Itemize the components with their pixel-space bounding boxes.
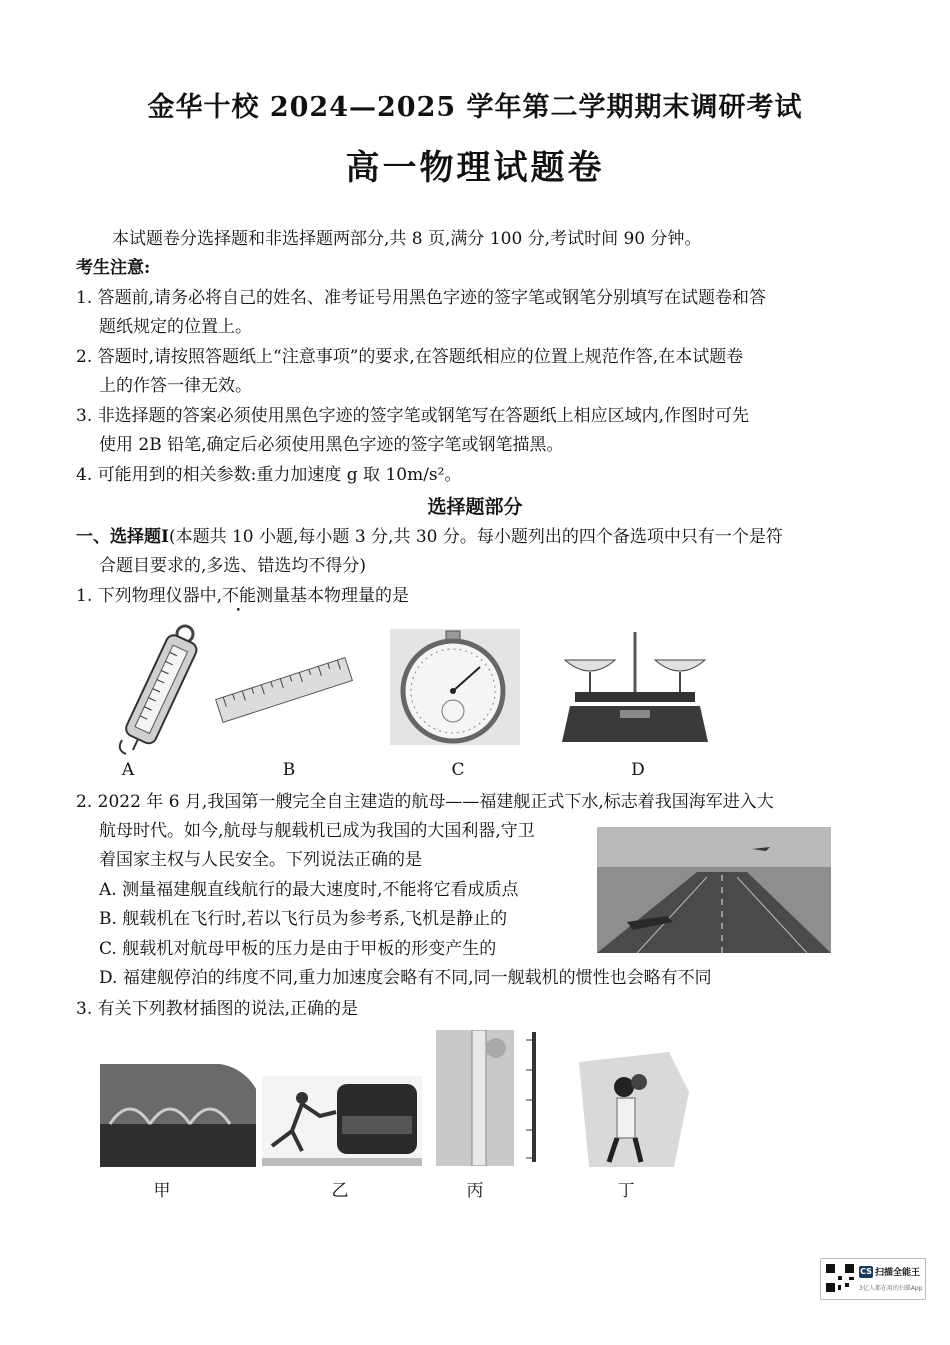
notice-heading: 考生注意:	[76, 258, 151, 278]
scanner-app-badge	[820, 1258, 926, 1300]
notice-item-3-line-2: 使用 2B 铅笔,确定后必须使用黑色字迹的签字笔或钢笔描黑。	[99, 435, 564, 455]
intro-text: 本试题卷分选择题和非选择题两部分,共 8 页,满分 100 分,考试时间 90 分钟。	[112, 229, 702, 249]
q3-stem: 3. 有关下列教材插图的说法,正确的是	[76, 999, 359, 1019]
part1-title: 一、选择题Ⅰ	[76, 527, 169, 547]
part1-desc-2: 合题目要求的,多选、错选均不得分)	[99, 556, 367, 576]
figure-jia-rowers-photo	[100, 1064, 256, 1167]
q2-stem-line-2: 航母时代。如今,航母与舰载机已成为我国的大国利器,守卫	[99, 821, 535, 841]
part1-heading	[76, 526, 783, 548]
notice-item-1-line-1: 1. 答题前,请务必将自己的姓名、准考证号用黑色字迹的签字笔或钢笔分别填写在试题卷和答	[76, 288, 767, 308]
q2-option-a: A. 测量福建舰直线航行的最大速度时,不能将它看成质点	[99, 880, 519, 900]
figure-yi-pushing-sofa-photo	[262, 1076, 422, 1166]
qr-code-icon	[825, 1263, 855, 1293]
q3-label-yi: 乙	[331, 1181, 349, 1201]
exam-subtitle: 高一物理试题卷	[345, 148, 605, 188]
figure-bing-ruler-photo	[436, 1030, 546, 1166]
part1-desc-1: (本题共 10 小题,每小题 3 分,共 30 分。每小题列出的四个备选项中只有一个是符	[168, 527, 783, 547]
q1-option-c-label: C	[451, 760, 465, 780]
ruler-image	[214, 650, 354, 730]
spring-scale-image	[100, 622, 200, 758]
notice-item-3-line-1: 3. 非选择题的答案必须使用黑色字迹的签字笔或钢笔写在答题纸上相应区域内,作图时可先	[76, 406, 750, 426]
q3-label-ding: 丁	[617, 1181, 635, 1201]
q1-suffix: 测量基本物理量的是	[256, 586, 410, 606]
notice-item-1-line-2: 题纸规定的位置上。	[99, 317, 252, 337]
q2-option-b: B. 舰载机在飞行时,若以飞行员为参考系,飞机是静止的	[99, 909, 508, 929]
notice-item-4: 4. 可能用到的相关参数:重力加速度 g 取 10m/s²。	[76, 465, 462, 485]
q1-stem	[76, 585, 409, 607]
q2-option-c: C. 舰载机对航母甲板的压力是由于甲板的形变产生的	[99, 939, 497, 959]
exam-title: 金华十校 2024—2025 学年第二学期期末调研考试	[147, 92, 803, 123]
aircraft-carrier-photo	[597, 827, 831, 953]
notice-item-2-line-1: 2. 答题时,请按照答题纸上“注意事项”的要求,在答题纸相应的位置上规范作答,在本试题卷	[76, 347, 744, 367]
q1-option-a-label: A	[121, 760, 135, 780]
figure-ding-person-photo	[579, 1052, 689, 1167]
q1-option-b-label: B	[282, 760, 296, 780]
section-title: 选择题部分	[427, 496, 523, 518]
q3-label-bing: 丙	[466, 1181, 484, 1201]
q3-label-jia: 甲	[153, 1181, 171, 1201]
notice-item-2-line-2: 上的作答一律无效。	[99, 376, 252, 396]
q2-stem-line-3: 着国家主权与人民安全。下列说法正确的是	[99, 850, 422, 870]
q2-option-d: D. 福建舰停泊的纬度不同,重力加速度会略有不同,同一舰载机的惯性也会略有不同	[99, 968, 712, 988]
scanner-app-tagline: 3亿人都在用的扫描App	[859, 1285, 923, 1292]
balance-scale-image	[560, 630, 710, 745]
q2-stem-line-1: 2. 2022 年 6 月,我国第一艘完全自主建造的航母——福建舰正式下水,标志着我国海军进入大	[76, 792, 774, 812]
q1-option-d-label: D	[631, 760, 645, 780]
q1-number: 1.	[76, 586, 93, 606]
q1-emphasis: 不能	[222, 586, 257, 606]
q1-prefix: 下列物理仪器中,	[97, 586, 223, 606]
scanner-app-name: 扫描全能王	[875, 1268, 921, 1278]
stopwatch-image	[390, 629, 520, 745]
camscanner-logo-icon: CS	[860, 1267, 872, 1276]
